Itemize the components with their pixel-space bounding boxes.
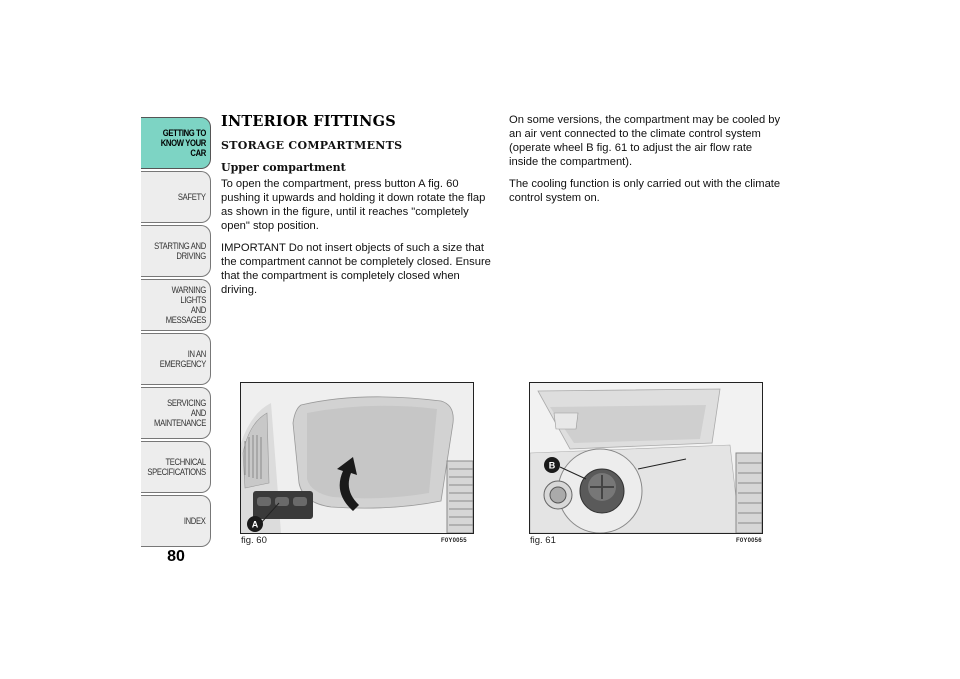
tab-in-an-emergency[interactable] <box>141 333 211 385</box>
paragraph: On some versions, the compartment may be cooled by an air vent connected to the climate control system (operate wheel B fig. 61 to adjust the air flow rate inside the compartment). <box>509 114 781 168</box>
section-heading: STORAGE COMPARTMENTS <box>221 139 403 152</box>
tab-label: WARNING LIGHTS AND MESSAGES <box>165 285 206 325</box>
paragraph: IMPORTANT Do not insert objects of such a size that the compartment cannot be completely closed. Ensure that the compartment is completely closed when driving. <box>221 242 491 296</box>
tab-label: SAFETY <box>178 192 206 202</box>
page-number: 80 <box>167 548 185 565</box>
tab-label: TECHNICAL SPECIFICATIONS <box>147 457 206 477</box>
paragraph: To open the compartment, press button A fig. 60 pushing it upwards and holding it down rotate the flap as shown in the figure, until it reaches "completely open" stop position. <box>221 178 486 232</box>
figure-caption: fig. 60 <box>241 535 267 546</box>
marker-b-label: B <box>548 460 556 471</box>
tab-label: GETTING TO KNOW YOUR CAR <box>160 128 206 158</box>
tab-getting-to-know-your-car[interactable] <box>141 117 211 169</box>
air-vent-illustration <box>530 383 762 533</box>
text-column-right <box>509 113 781 213</box>
page-title: INTERIOR FITTINGS <box>221 113 396 130</box>
tab-technical-specifications[interactable] <box>141 441 211 493</box>
tab-index[interactable] <box>141 495 211 547</box>
text-column-left <box>221 113 493 305</box>
tab-servicing[interactable] <box>141 387 211 439</box>
tab-warning-lights[interactable] <box>141 279 211 331</box>
tab-safety[interactable] <box>141 171 211 223</box>
figure-61 <box>529 382 763 534</box>
tab-starting-and-driving[interactable] <box>141 225 211 277</box>
figure-caption: fig. 61 <box>530 535 556 546</box>
chapter-tabs <box>141 117 211 549</box>
subsection-heading: Upper compartment <box>221 161 346 174</box>
figure-code: F0Y0055 <box>441 538 467 544</box>
tab-label: IN AN EMERGENCY <box>159 349 206 369</box>
paragraph: The cooling function is only carried out with the climate control system on. <box>509 178 781 204</box>
figure-code: F0Y0056 <box>736 538 762 544</box>
tab-label: STARTING AND DRIVING <box>154 241 206 261</box>
tab-label: INDEX <box>184 516 206 526</box>
tab-label: SERVICING AND MAINTENANCE <box>154 398 206 428</box>
glovebox-illustration <box>241 383 473 533</box>
marker-a-label: A <box>251 519 259 530</box>
figure-60 <box>240 382 474 534</box>
